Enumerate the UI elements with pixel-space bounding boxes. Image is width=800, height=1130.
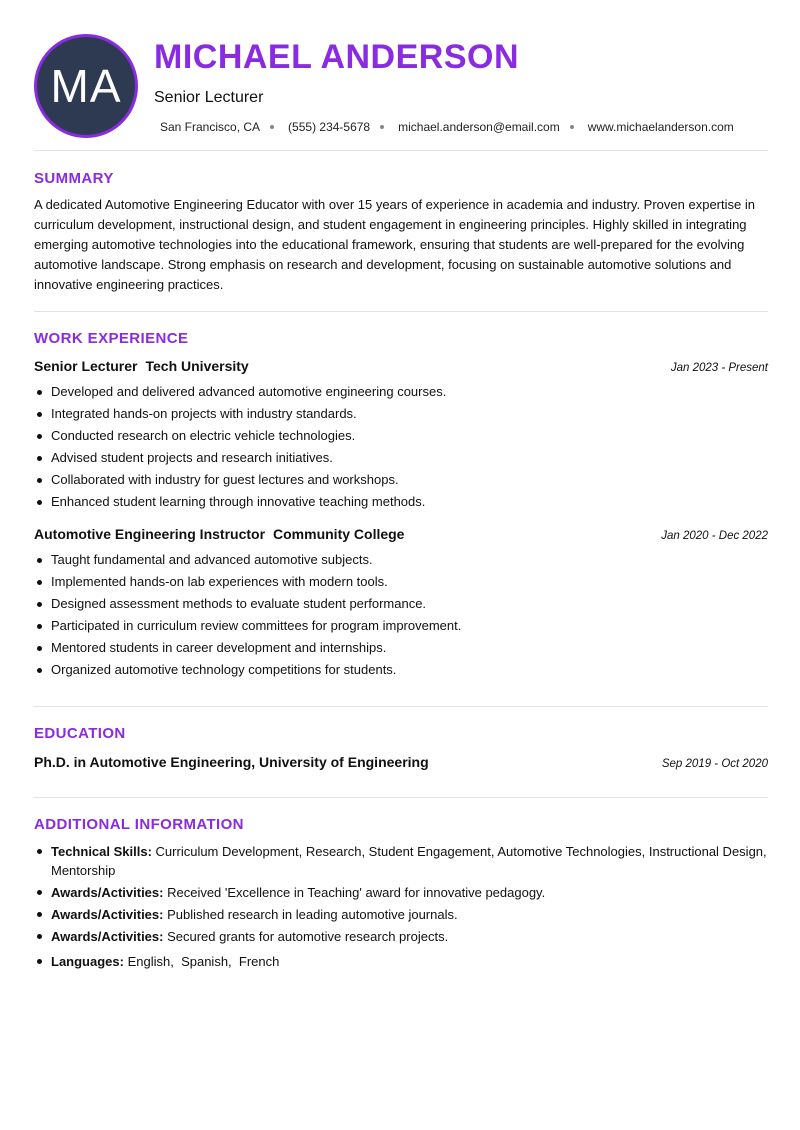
- job-dates: Jan 2020 - Dec 2022: [661, 530, 768, 542]
- separator-dot: [380, 125, 384, 129]
- summary-text: A dedicated Automotive Engineering Educator with over 15 years of experience in academia and industry. Proven expertise in curriculum development, instructional design, and student engagement in engineering principles. Highly skilled in integrating emerging automotive technologies into the educational framework, ensuring that students are well-prepared for the evolving automotive landscape. Strong emphasis on research and development, focusing on sustainable automotive solutions and innovative engineering practices.: [34, 197, 755, 292]
- candidate-role: Senior Lecturer: [154, 89, 264, 106]
- job-title-line: [34, 358, 249, 374]
- candidate-name: MICHAEL ANDERSON: [154, 38, 520, 76]
- job-organization: Tech University: [145, 358, 249, 374]
- item-text: English, Spanish, French: [127, 954, 280, 969]
- list-item: [34, 842, 768, 880]
- education-heading: EDUCATION: [34, 725, 126, 742]
- contact-email[interactable]: michael.anderson@email.com: [398, 120, 560, 134]
- item-label: Languages:: [51, 954, 124, 969]
- item-label: Awards/Activities:: [51, 929, 164, 944]
- item-text: Secured grants for automotive research projects.: [167, 929, 449, 944]
- education-dates: Sep 2019 - Oct 2020: [661, 758, 768, 770]
- additional-list: [34, 842, 768, 974]
- job-title-line: [34, 526, 404, 542]
- list-item: Integrated hands-on projects with industry standards.: [34, 403, 768, 425]
- item-label: Technical Skills:: [51, 844, 152, 859]
- list-item: [34, 952, 768, 971]
- section-divider: [34, 311, 768, 312]
- list-item: Enhanced student learning through innovative teaching methods.: [34, 491, 768, 513]
- list-item: Collaborated with industry for guest lectures and workshops.: [34, 469, 768, 491]
- list-item: Designed assessment methods to evaluate student performance.: [34, 593, 768, 615]
- job-header: [34, 526, 768, 542]
- resume-header: [34, 34, 768, 152]
- education-degree: Ph.D. in Automotive Engineering, University of Engineering: [34, 754, 429, 770]
- additional-heading: ADDITIONAL INFORMATION: [34, 816, 244, 833]
- job-header: [34, 358, 768, 374]
- education-entry: [34, 754, 768, 770]
- section-divider: [34, 150, 768, 151]
- summary-heading: SUMMARY: [34, 170, 114, 187]
- separator-dot: [570, 125, 574, 129]
- list-item: Participated in curriculum review committees for program improvement.: [34, 615, 768, 637]
- separator-dot: [270, 125, 274, 129]
- job-bullets: [34, 381, 768, 513]
- experience-heading: WORK EXPERIENCE: [34, 330, 189, 347]
- contact-line: [160, 120, 734, 134]
- job-title: Automotive Engineering Instructor: [34, 526, 266, 542]
- item-label: Awards/Activities:: [51, 907, 164, 922]
- list-item: [34, 905, 768, 924]
- job-bullets: [34, 549, 768, 681]
- list-item: [34, 883, 768, 902]
- item-text: Curriculum Development, Research, Student Engagement, Automotive Technologies, Instructional Design, Mentorship: [51, 844, 767, 878]
- avatar: [34, 34, 138, 138]
- contact-location: San Francisco, CA: [160, 120, 261, 134]
- item-text: Published research in leading automotive journals.: [167, 907, 458, 922]
- job-dates: Jan 2023 - Present: [670, 362, 768, 374]
- list-item: Organized automotive technology competitions for students.: [34, 659, 768, 681]
- list-item: [34, 927, 768, 946]
- section-divider: [34, 706, 768, 707]
- item-label: Awards/Activities:: [51, 885, 164, 900]
- list-item: Implemented hands-on lab experiences with modern tools.: [34, 571, 768, 593]
- item-text: Received 'Excellence in Teaching' award for innovative pedagogy.: [167, 885, 546, 900]
- contact-website[interactable]: www.michaelanderson.com: [587, 120, 734, 134]
- contact-phone: (555) 234-5678: [288, 120, 371, 134]
- job-organization: Community College: [273, 526, 405, 542]
- section-divider: [34, 797, 768, 798]
- list-item: Developed and delivered advanced automotive engineering courses.: [34, 381, 768, 403]
- list-item: Taught fundamental and advanced automotive subjects.: [34, 549, 768, 571]
- list-item: Mentored students in career development and internships.: [34, 637, 768, 659]
- list-item: Conducted research on electric vehicle technologies.: [34, 425, 768, 447]
- job-title: Senior Lecturer: [34, 358, 138, 374]
- avatar-initials: MA: [50, 60, 122, 112]
- list-item: Advised student projects and research initiatives.: [34, 447, 768, 469]
